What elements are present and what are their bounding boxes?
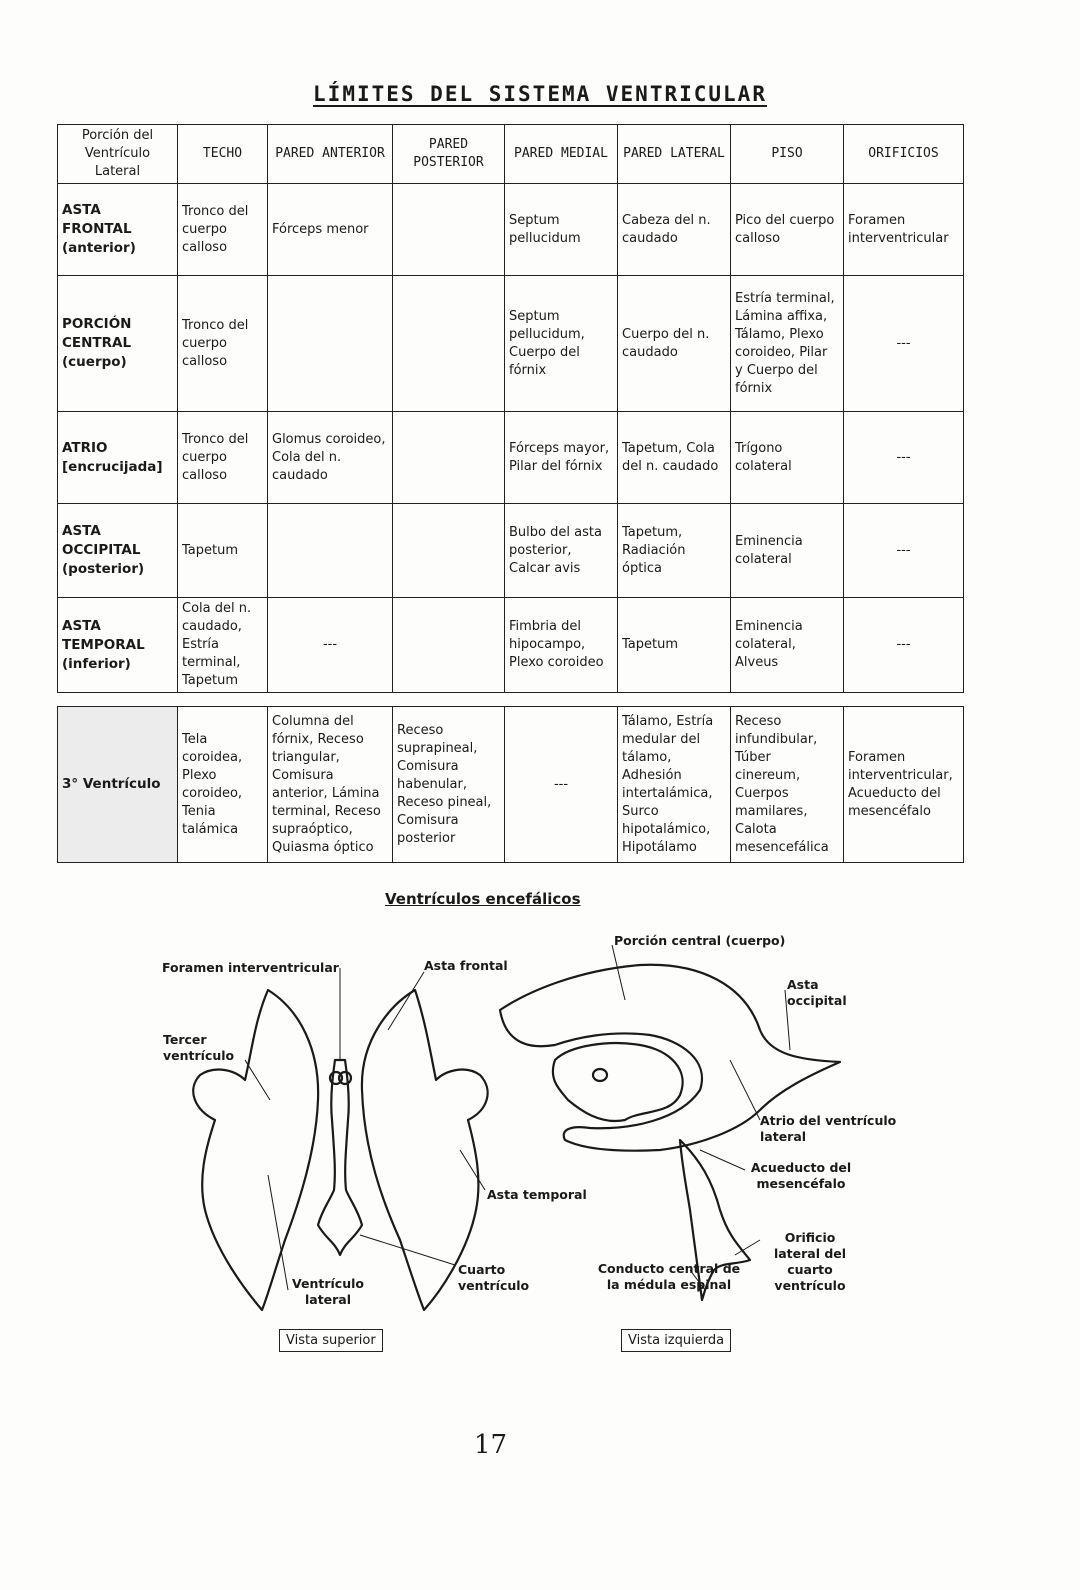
cell-lateral: Tapetum, Radiación óptica [618, 504, 731, 598]
label-lateral: Ventrículo lateral [292, 1276, 364, 1307]
label-tercer: Tercer ventrículo [163, 1032, 235, 1063]
row-name: PORCIÓN CENTRAL (cuerpo) [58, 276, 178, 412]
header-orificios: ORIFICIOS [844, 125, 964, 184]
header-techo: TECHO [178, 125, 268, 184]
cell-techo: Cola del n. caudado, Estría terminal, Tapetum [178, 598, 268, 693]
cell-anterior: --- [268, 598, 393, 693]
header-medial: PARED MEDIAL [505, 125, 618, 184]
cell-medial: --- [505, 707, 618, 863]
label-occipital: Asta occipital [787, 977, 847, 1008]
cell-lateral: Tálamo, Estría medular del tálamo, Adhesión intertalámica, Surco hipotalámico, Hipotálamo [618, 707, 731, 863]
third-ventricle-side-outline [553, 1043, 683, 1121]
cell-techo: Tronco del cuerpo calloso [178, 412, 268, 504]
cell-piso: Estría terminal, Lámina affixa, Tálamo, Plexo coroideo, Pilar y Cuerpo del fórnix [731, 276, 844, 412]
page-title: LÍMITES DEL SISTEMA VENTRICULAR [313, 82, 767, 106]
cell-techo: Tapetum [178, 504, 268, 598]
cell-piso: Receso infundibular, Túber cinereum, Cuerpos mamilares, Calota mesencefálica [731, 707, 844, 863]
cell-medial: Septum pellucidum, Cuerpo del fórnix [505, 276, 618, 412]
header-anterior: PARED ANTERIOR [268, 125, 393, 184]
row-name: ASTA OCCIPITAL (posterior) [58, 504, 178, 598]
row-name: ASTA TEMPORAL (inferior) [58, 598, 178, 693]
cell-orificios: Foramen interventricular, Acueducto del mesencéfalo [844, 707, 964, 863]
header-posterior: PARED POSTERIOR [393, 125, 505, 184]
cell-techo: Tronco del cuerpo calloso [178, 276, 268, 412]
label-atrio: Atrio del ventrículo lateral [760, 1113, 897, 1144]
cell-orificios: --- [844, 412, 964, 504]
label-orificio: Orificio lateral del cuarto ventrículo [773, 1230, 847, 1293]
cell-medial: Septum pellucidum [505, 184, 618, 276]
cell-lateral: Tapetum [618, 598, 731, 693]
cell-orificios: --- [844, 598, 964, 693]
header-lateral: PARED LATERAL [618, 125, 731, 184]
row-name: ASTA FRONTAL (anterior) [58, 184, 178, 276]
cell-medial: Bulbo del asta posterior, Calcar avis [505, 504, 618, 598]
cell-techo: Tronco del cuerpo calloso [178, 184, 268, 276]
header-piso: PISO [731, 125, 844, 184]
cell-posterior: Receso suprapineal, Comisura habenular, Receso pineal, Comisura posterior [393, 707, 505, 863]
page-number: 17 [474, 1430, 508, 1460]
cell-piso: Eminencia colateral [731, 504, 844, 598]
cell-piso: Eminencia colateral, Alveus [731, 598, 844, 693]
third-ventricle-outline [318, 1060, 362, 1255]
cell-orificios: --- [844, 504, 964, 598]
label-cuarto: Cuarto ventrículo [458, 1262, 530, 1293]
row-name: 3° Ventrículo [58, 707, 178, 863]
label-asta-temporal: Asta temporal [487, 1187, 587, 1202]
cell-lateral: Cuerpo del n. caudado [618, 276, 731, 412]
cell-medial: Fórceps mayor, Pilar del fórnix [505, 412, 618, 504]
cell-lateral: Cabeza del n. caudado [618, 184, 731, 276]
cell-techo: Tela coroidea, Plexo coroideo, Tenia talámica [178, 707, 268, 863]
cell-piso: Trígono colateral [731, 412, 844, 504]
header-portion: Porción del Ventrículo Lateral [58, 125, 178, 184]
label-central: Porción central (cuerpo) [614, 933, 786, 948]
caption-vista-superior: Vista superior [279, 1329, 383, 1352]
cell-lateral: Tapetum, Cola del n. caudado [618, 412, 731, 504]
cell-anterior: Fórceps menor [268, 184, 393, 276]
caption-vista-izquierda: Vista izquierda [621, 1329, 731, 1352]
cell-piso: Pico del cuerpo calloso [731, 184, 844, 276]
row-name: ATRIO [encrucijada] [58, 412, 178, 504]
figure-title: Ventrículos encefálicos [385, 890, 581, 908]
cell-orificios: Foramen interventricular [844, 184, 964, 276]
label-asta-frontal: Asta frontal [424, 958, 508, 973]
label-foramen: Foramen interventricular [162, 960, 339, 975]
label-acueducto: Acueducto del mesencéfalo [750, 1160, 852, 1191]
cell-orificios: --- [844, 276, 964, 412]
cell-medial: Fimbria del hipocampo, Plexo coroideo [505, 598, 618, 693]
cell-anterior: Glomus coroideo, Cola del n. caudado [268, 412, 393, 504]
cell-anterior: Columna del fórnix, Receso triangular, Comisura anterior, Lámina terminal, Receso supraóptico, Quiasma óptico [268, 707, 393, 863]
label-conducto: Conducto central de la médula espinal [597, 1261, 741, 1292]
